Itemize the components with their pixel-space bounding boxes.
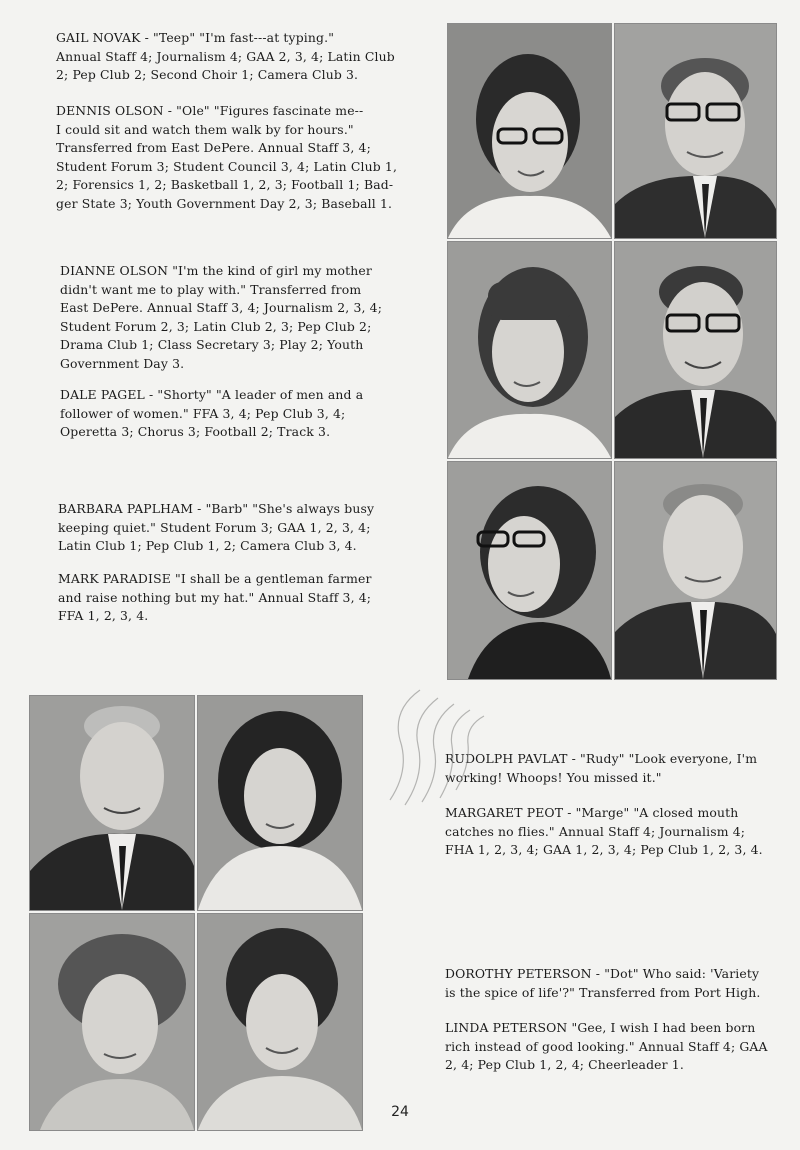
bio-linda-peterson: LINDA PETERSON "Gee, I wish I had been born rich instead of good looking." Annual Staff 4; GAA 2, 4; Pep Club 1, 2, 4; Cheerleader 1. <box>445 1020 768 1073</box>
bio-rudolph-pavlat: RUDOLPH PAVLAT - "Rudy" "Look everyone, I'm working! Whoops! You missed it." <box>445 751 758 785</box>
portrait-linda-peterson <box>197 913 363 1131</box>
page-number: 24 <box>391 1104 409 1120</box>
bio-dorothy-peterson: DOROTHY PETERSON - "Dot" Who said: 'Variety is the spice of life'?" Transferred from Port High. <box>445 966 761 1000</box>
bio-dale-pagel: DALE PAGEL - "Shorty" "A leader of men and a follower of women." FFA 3, 4; Pep Club 3, 4; Operetta 3; Chorus 3; Football 2; Track 3. <box>60 387 364 440</box>
bio-dianne-olson: DIANNE OLSON "I'm the kind of girl my mother didn't want me to play with." Transferred from East DePere. Annual Staff 3, 4; Journalism 2, 3, 4; Student Forum 2, 3; Latin Club 2, 3; Pep Club 2; Drama Club 1; Class Secretary 3; Play 2; Youth Government Day 3. <box>60 263 383 371</box>
bio-gail-novak: GAIL NOVAK - "Teep" "I'm fast---at typing." Annual Staff 4; Journalism 4; GAA 2, 3, 4; Latin Club 2; Pep Club 2; Second Choir 1; Camera Club 3. <box>56 30 395 83</box>
portrait-margaret-peot <box>197 695 363 911</box>
portrait-dennis-olson <box>614 23 777 239</box>
bio-dennis-olson: DENNIS OLSON - "Ole" "Figures fascinate me-- I could sit and watch them walk by for hours." Transferred from East DePere. Annual Staff 3, 4; Student Forum 3; Student Council 3, 4; Latin Club 1, 2; Forensics 1, 2; Basketball 1, 2, 3; Football 1; Bad- ger State 3; Youth Government Day 2, 3; Baseball 1. <box>56 103 398 211</box>
bio-margaret-peot: MARGARET PEOT - "Marge" "A closed mouth catches no flies." Annual Staff 4; Journalism 4; FHA 1, 2, 3, 4; GAA 1, 2, 3, 4; Pep Club 1, 2, 3, 4. <box>445 805 763 858</box>
portrait-dianne-olson <box>447 241 612 459</box>
portrait-gail-novak <box>447 23 612 239</box>
portrait-dorothy-peterson <box>29 913 195 1131</box>
portrait-rudolph-pavlat <box>29 695 195 911</box>
portrait-barbara-paplham <box>447 461 612 680</box>
portrait-mark-paradise <box>614 461 777 680</box>
portrait-dale-pagel <box>614 241 777 459</box>
bio-mark-paradise: MARK PARADISE "I shall be a gentleman farmer and raise nothing but my hat." Annual Staff 3, 4; FFA 1, 2, 3, 4. <box>58 571 372 624</box>
handwritten-signature <box>370 670 490 810</box>
bio-barbara-paplham: BARBARA PAPLHAM - "Barb" "She's always busy keeping quiet." Student Forum 3; GAA 1, 2, 3, 4; Latin Club 1; Pep Club 1, 2; Camera Club 3, 4. <box>58 501 375 554</box>
